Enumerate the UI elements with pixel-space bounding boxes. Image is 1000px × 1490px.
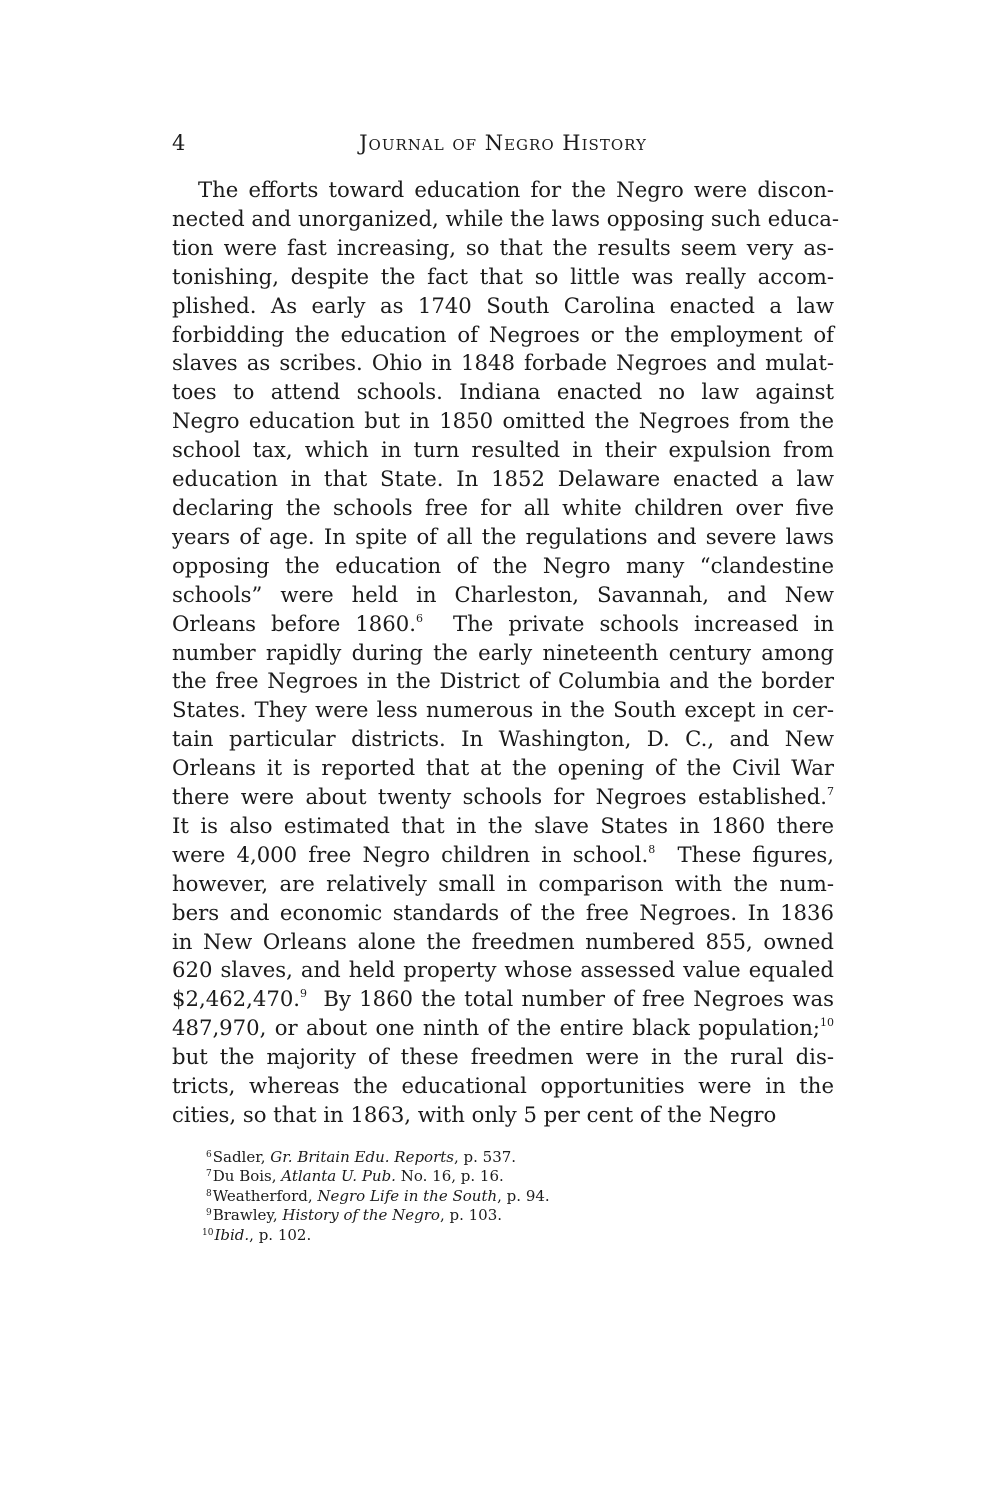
- text-segment: $2,462,470.: [172, 986, 301, 1012]
- footnote-title: Atlanta U. Pub.: [281, 1167, 396, 1186]
- footnote-rest: , p. 94.: [497, 1186, 550, 1205]
- text-line: number rapidly during the early nineteenth century among: [172, 639, 834, 665]
- text-line: slaves as scribes. Ohio in 1848 forbade Negroes and mulat-: [172, 350, 834, 376]
- footnote-title: Gr. Britain Edu. Reports: [270, 1147, 454, 1166]
- journal-page: [172, 128, 840, 1245]
- text-segment: there were about twenty schools for Negroes established.: [172, 784, 827, 810]
- footnote-ref[interactable]: 10: [820, 1016, 834, 1030]
- footnote-ref[interactable]: 8: [648, 842, 656, 856]
- footnote-mark: 7: [206, 1169, 212, 1180]
- footnote-rest: , p. 537.: [453, 1147, 517, 1166]
- footnotes: [172, 1148, 834, 1246]
- text-segment: These figures,: [677, 841, 834, 867]
- text-line: plished. As early as 1740 South Carolina enacted a law: [172, 292, 834, 318]
- text-line: cities, so that in 1863, with only 5 per cent of the Negro: [172, 1102, 777, 1127]
- text-line: bers and economic standards of the free Negroes. In 1836: [172, 899, 834, 925]
- text-line: toes to attend schools. Indiana enacted no law against: [172, 379, 834, 405]
- text-segment: were 4,000 free Negro children in school.: [172, 841, 649, 867]
- text-segment: By 1860 the total number of free Negroes was: [323, 986, 834, 1012]
- text-line: nected and unorganized, while the laws opposing such educa-: [172, 205, 840, 231]
- text-segment: The private schools increased in: [453, 610, 834, 636]
- footnote-mark: 6: [206, 1149, 212, 1160]
- footnote-ref[interactable]: 7: [827, 785, 834, 799]
- text-line: but the majority of these freedmen were in the rural dis-: [172, 1044, 834, 1070]
- text-line: education in that State. In 1852 Delaware enacted a law: [172, 466, 834, 492]
- text-line: 620 slaves, and held property whose assessed value equaled: [172, 957, 834, 983]
- footnote-ref[interactable]: 6: [416, 611, 423, 625]
- text-line: in New Orleans alone the freedmen numbered 855, owned: [172, 928, 834, 954]
- footnote-author: Brawley,: [212, 1206, 283, 1225]
- journal-title: Journal of Negro History: [359, 131, 647, 155]
- footnote: [172, 1148, 834, 1168]
- text-line: tain particular districts. In Washington, D. C., and New: [172, 726, 834, 752]
- text-line: school tax, which in turn resulted in their expulsion from: [172, 437, 834, 463]
- footnote-title: Ibid.: [214, 1225, 250, 1244]
- footnote-title: History of the Negro: [282, 1206, 440, 1225]
- footnote: [172, 1167, 834, 1187]
- text-line: Orleans it is reported that at the opening of the Civil War: [172, 755, 834, 781]
- text-line: years of age. In spite of all the regulations and severe laws: [172, 523, 834, 549]
- text-line: [172, 841, 834, 870]
- text-line: tricts, whereas the educational opportunities were in the: [172, 1073, 834, 1099]
- footnote: [172, 1187, 834, 1207]
- text-line: tion were fast increasing, so that the results seem very as-: [172, 234, 834, 260]
- text-segment: 487,970, or about one ninth of the entire black population;: [172, 1015, 820, 1041]
- text-line: however, are relatively small in comparison with the num-: [172, 870, 834, 896]
- text-line: The efforts toward education for the Negro were discon-: [198, 177, 834, 202]
- text-line: [172, 610, 834, 639]
- footnote-author: Weatherford,: [212, 1186, 318, 1205]
- text-line: schools” were held in Charleston, Savannah, and New: [172, 581, 834, 607]
- text-line: Negro education but in 1850 omitted the Negroes from the: [172, 408, 834, 434]
- footnote-rest: , p. 102.: [249, 1225, 312, 1244]
- text-line: [172, 1014, 834, 1043]
- text-line: declaring the schools free for all white children over five: [172, 494, 834, 520]
- text-line: [172, 783, 834, 812]
- footnote: [172, 1226, 834, 1246]
- footnote-title: Negro Life in the South: [317, 1186, 498, 1205]
- page-number: 4: [172, 131, 186, 155]
- text-line: It is also estimated that in the slave States in 1860 there: [172, 812, 834, 838]
- text-line: opposing the education of the Negro many “clandestine: [172, 552, 834, 578]
- text-line: forbidding the education of Negroes or the employment of: [172, 321, 834, 347]
- text-line: States. They were less numerous in the South except in cer-: [172, 697, 834, 723]
- running-head: [172, 128, 834, 158]
- text-line: the free Negroes in the District of Columbia and the border: [172, 668, 834, 694]
- footnote-mark: 9: [206, 1208, 212, 1219]
- footnote-ref[interactable]: 9: [300, 987, 308, 1001]
- footnote-author: Du Bois,: [212, 1167, 282, 1186]
- footnote-rest: No. 16, p. 16.: [395, 1167, 504, 1186]
- text-segment: Orleans before 1860.: [172, 610, 416, 636]
- text-line: tonishing, despite the fact that so little was really accom-: [172, 263, 834, 289]
- footnote: [172, 1206, 834, 1226]
- footnote-mark: 8: [206, 1188, 212, 1199]
- footnote-author: Sadler,: [212, 1147, 271, 1166]
- footnote-rest: , p. 103.: [439, 1206, 503, 1225]
- text-line: [172, 985, 834, 1014]
- footnote-mark: 10: [202, 1227, 214, 1238]
- body-paragraph: [172, 176, 840, 1130]
